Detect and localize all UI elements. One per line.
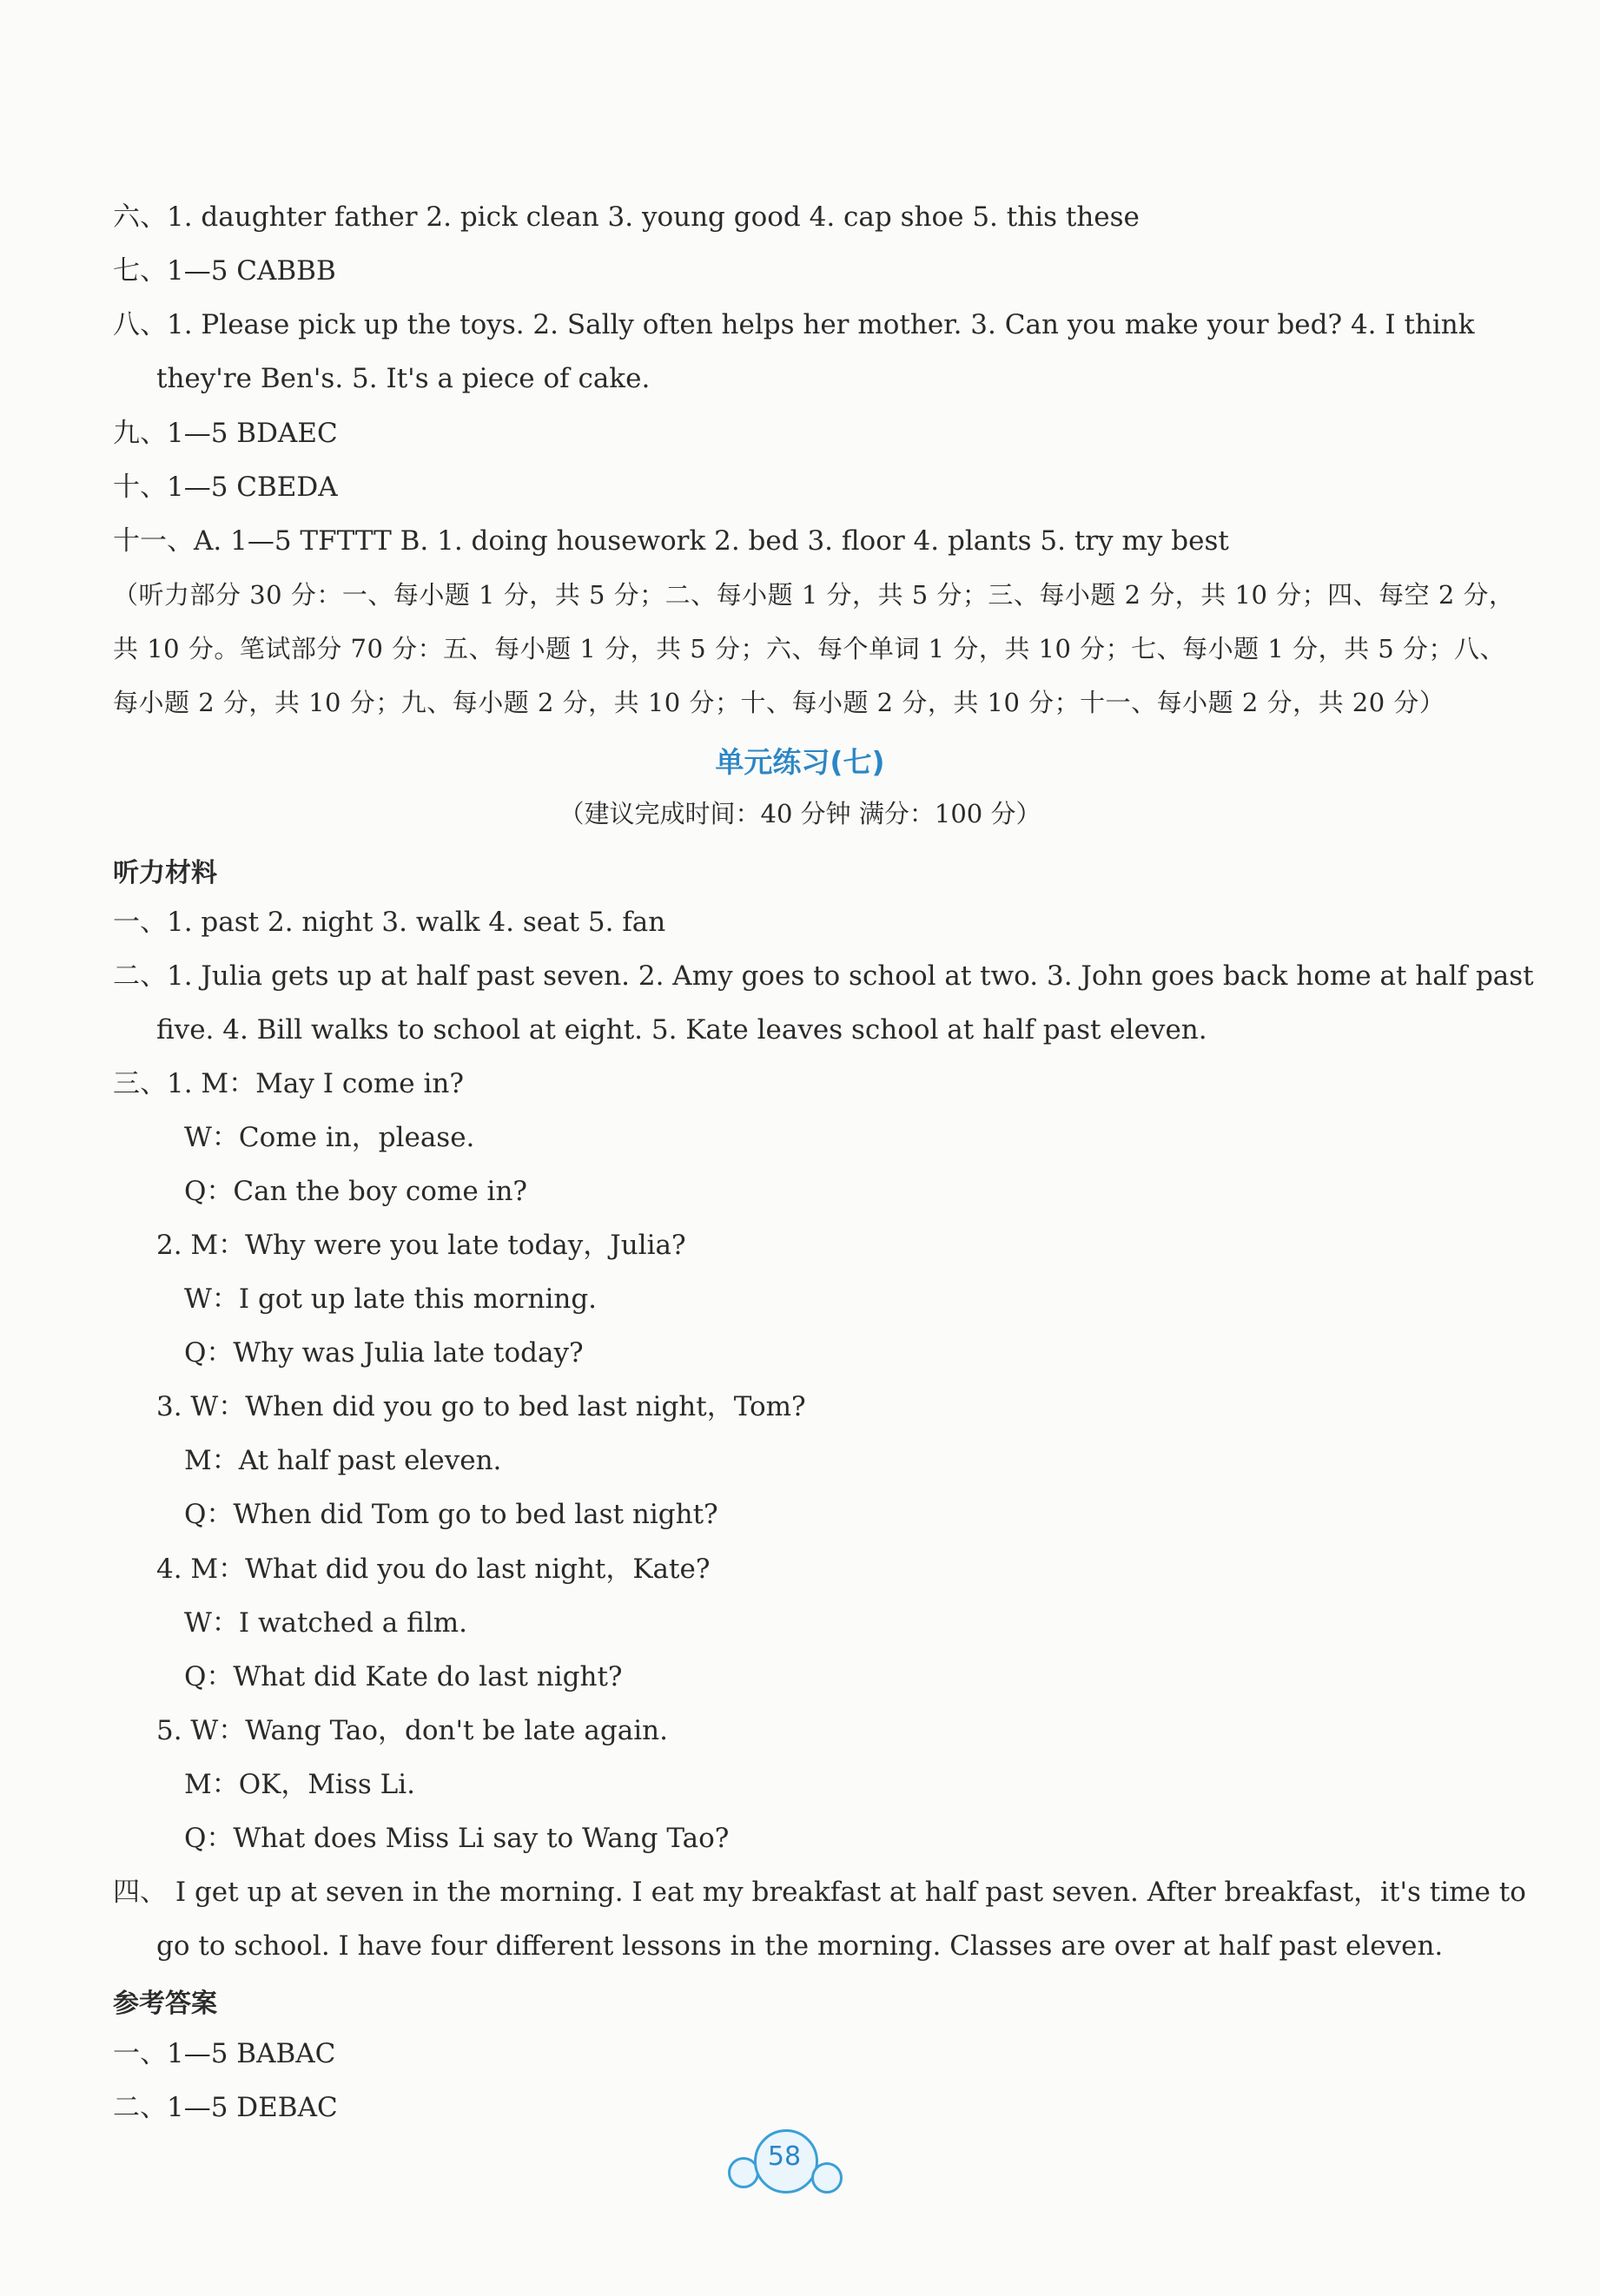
- dialogue-1-q: Q：Can the boy come in?: [184, 1176, 528, 1207]
- dialogue-5-m: M：OK，Miss Li.: [184, 1769, 415, 1800]
- answer-key-2: 二、1—5 DEBAC: [113, 2092, 338, 2123]
- answer-line-9: 九、1—5 BDAEC: [113, 418, 338, 449]
- page-number-badge: [728, 2129, 841, 2199]
- dialogue-1-w: W：Come in，please.: [184, 1122, 475, 1153]
- dialogue-4-w: W：I watched a film.: [184, 1607, 467, 1639]
- dialogue-4-m: 4. M：What did you do last night，Kate?: [156, 1554, 711, 1585]
- answer-key-1: 一、1—5 BABAC: [113, 2038, 336, 2069]
- answer-line-8: 八、1. Please pick up the toys. 2. Sally often helps her mother. 3. Can you make your bed? 4. I think: [113, 309, 1475, 340]
- answer-line-10: 十、1—5 CBEDA: [113, 472, 338, 503]
- dialogue-3-m: M：At half past eleven.: [184, 1445, 502, 1476]
- answer-line-8-cont: they're Ben's. 5. It's a piece of cake.: [156, 363, 651, 394]
- dialogue-4-q: Q：What did Kate do last night?: [184, 1661, 623, 1692]
- dialogue-3-q: Q：When did Tom go to bed last night?: [184, 1499, 718, 1530]
- dialogue-2-q: Q：Why was Julia late today?: [184, 1337, 584, 1369]
- listening-heading: 听力材料: [113, 858, 217, 888]
- bubble-right-icon: [811, 2162, 843, 2194]
- score-note-line-1: （听力部分 30 分：一、每小题 1 分，共 5 分；二、每小题 1 分，共 5 分；三、每小题 2 分，共 10 分；四、每空 2 分，: [113, 580, 1515, 610]
- dialogue-2-m: 2. M：Why were you late today，Julia?: [156, 1230, 686, 1261]
- answer-line-6: 六、1. daughter father 2. pick clean 3. young good 4. cap shoe 5. this these: [113, 201, 1140, 233]
- answers-heading: 参考答案: [113, 1989, 217, 2019]
- dialogue-1-m: 三、1. M：May I come in?: [113, 1068, 464, 1099]
- listening-part-4: 四、 I get up at seven in the morning. I eat my breakfast at half past seven. After breakfast，it's time to: [113, 1877, 1526, 1908]
- listening-part-2: 二、1. Julia gets up at half past seven. 2. Amy goes to school at two. 3. John goes back home at half past: [113, 960, 1534, 992]
- dialogue-5-w: 5. W：Wang Tao，don't be late again.: [156, 1715, 668, 1746]
- listening-part-2-cont: five. 4. Bill walks to school at eight. 5. Kate leaves school at half past eleven.: [156, 1014, 1207, 1046]
- page-number: 58: [767, 2141, 802, 2172]
- dialogue-5-q: Q：What does Miss Li say to Wang Tao?: [184, 1823, 730, 1854]
- listening-part-1: 一、1. past 2. night 3. walk 4. seat 5. fan: [113, 907, 666, 938]
- score-note-line-3: 每小题 2 分，共 10 分；九、每小题 2 分，共 10 分；十、每小题 2 分，共 10 分；十一、每小题 2 分，共 20 分）: [113, 688, 1445, 717]
- answer-line-11: 十一、A. 1—5 TFTTT B. 1. doing housework 2. bed 3. floor 4. plants 5. try my best: [113, 525, 1229, 557]
- score-note-line-2: 共 10 分。笔试部分 70 分：五、每小题 1 分，共 5 分；六、每个单词 1 分，共 10 分；七、每小题 1 分，共 5 分；八、: [113, 634, 1505, 663]
- section-title: 单元练习(七): [715, 745, 885, 779]
- dialogue-2-w: W：I got up late this morning.: [184, 1283, 598, 1315]
- section-subtitle: （建议完成时间：40 分钟 满分：100 分）: [559, 799, 1041, 828]
- answer-line-7: 七、1—5 CABBB: [113, 255, 336, 287]
- listening-part-4-cont: go to school. I have four different lessons in the morning. Classes are over at half past eleven.: [156, 1930, 1444, 1962]
- dialogue-3-w: 3. W：When did you go to bed last night，Tom?: [156, 1391, 806, 1422]
